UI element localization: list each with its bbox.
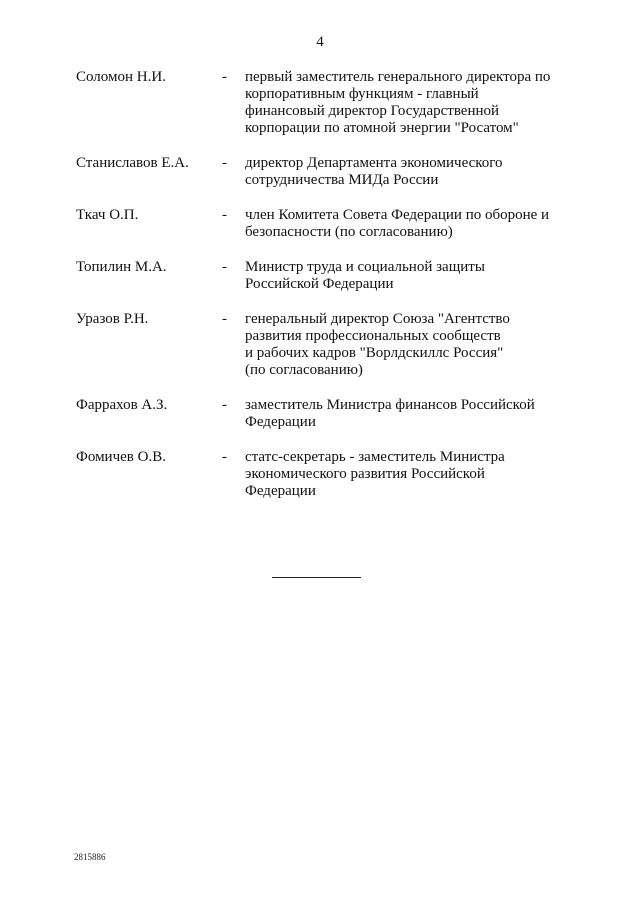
role-line: Федерации — [245, 414, 316, 430]
member-name: Топилин М.А. — [76, 259, 167, 275]
role-line: корпоративным функциям - главный — [245, 86, 479, 102]
member-role — [245, 207, 585, 241]
member-entry — [0, 259, 640, 293]
member-role — [245, 397, 585, 431]
member-role — [245, 259, 585, 293]
separator-dash: - — [222, 259, 227, 275]
separator-dash: - — [222, 69, 227, 85]
role-line: член Комитета Совета Федерации по обороне и — [245, 207, 550, 223]
separator-dash: - — [222, 155, 227, 171]
role-line: сотрудничества МИДа России — [245, 172, 439, 188]
end-of-list-rule — [272, 577, 361, 578]
member-entry — [0, 311, 640, 379]
role-line: статс-секретарь - заместитель Министра — [245, 449, 505, 465]
role-line: Российской Федерации — [245, 276, 394, 292]
role-line: заместитель Министра финансов Российской — [245, 397, 535, 413]
role-line: генеральный директор Союза "Агентство — [245, 311, 510, 327]
member-role — [245, 155, 585, 189]
member-role — [245, 449, 585, 500]
role-line: и рабочих кадров "Ворлдскиллс Россия" — [245, 345, 504, 361]
member-entry — [0, 155, 640, 189]
member-name: Соломон Н.И. — [76, 69, 166, 85]
role-line: Федерации — [245, 483, 316, 499]
member-name: Ткач О.П. — [76, 207, 139, 223]
member-name: Фомичев О.В. — [76, 449, 166, 465]
separator-dash: - — [222, 397, 227, 413]
member-role — [245, 69, 585, 137]
role-line: экономического развития Российской — [245, 466, 485, 482]
member-entry — [0, 207, 640, 241]
role-line: корпорации по атомной энергии "Росатом" — [245, 120, 519, 136]
role-line: финансовый директор Государственной — [245, 103, 500, 119]
separator-dash: - — [222, 207, 227, 223]
member-entry — [0, 69, 640, 137]
document-code: 2815886 — [74, 852, 106, 862]
member-list — [0, 69, 640, 500]
member-name: Фаррахов А.З. — [76, 397, 168, 413]
member-name: Станиславов Е.А. — [76, 155, 189, 171]
role-line: Министр труда и социальной защиты — [245, 259, 485, 275]
member-role — [245, 311, 585, 379]
page-number: 4 — [316, 34, 324, 50]
separator-dash: - — [222, 311, 227, 327]
member-entry — [0, 449, 640, 500]
separator-dash: - — [222, 449, 227, 465]
role-line: безопасности (по согласованию) — [245, 224, 453, 240]
role-line: первый заместитель генерального директора по — [245, 69, 551, 85]
member-name: Уразов Р.Н. — [76, 311, 149, 327]
member-entry — [0, 397, 640, 431]
role-line: директор Департамента экономического — [245, 155, 503, 171]
role-line: развития профессиональных сообществ — [245, 328, 501, 344]
role-line: (по согласованию) — [245, 362, 363, 378]
